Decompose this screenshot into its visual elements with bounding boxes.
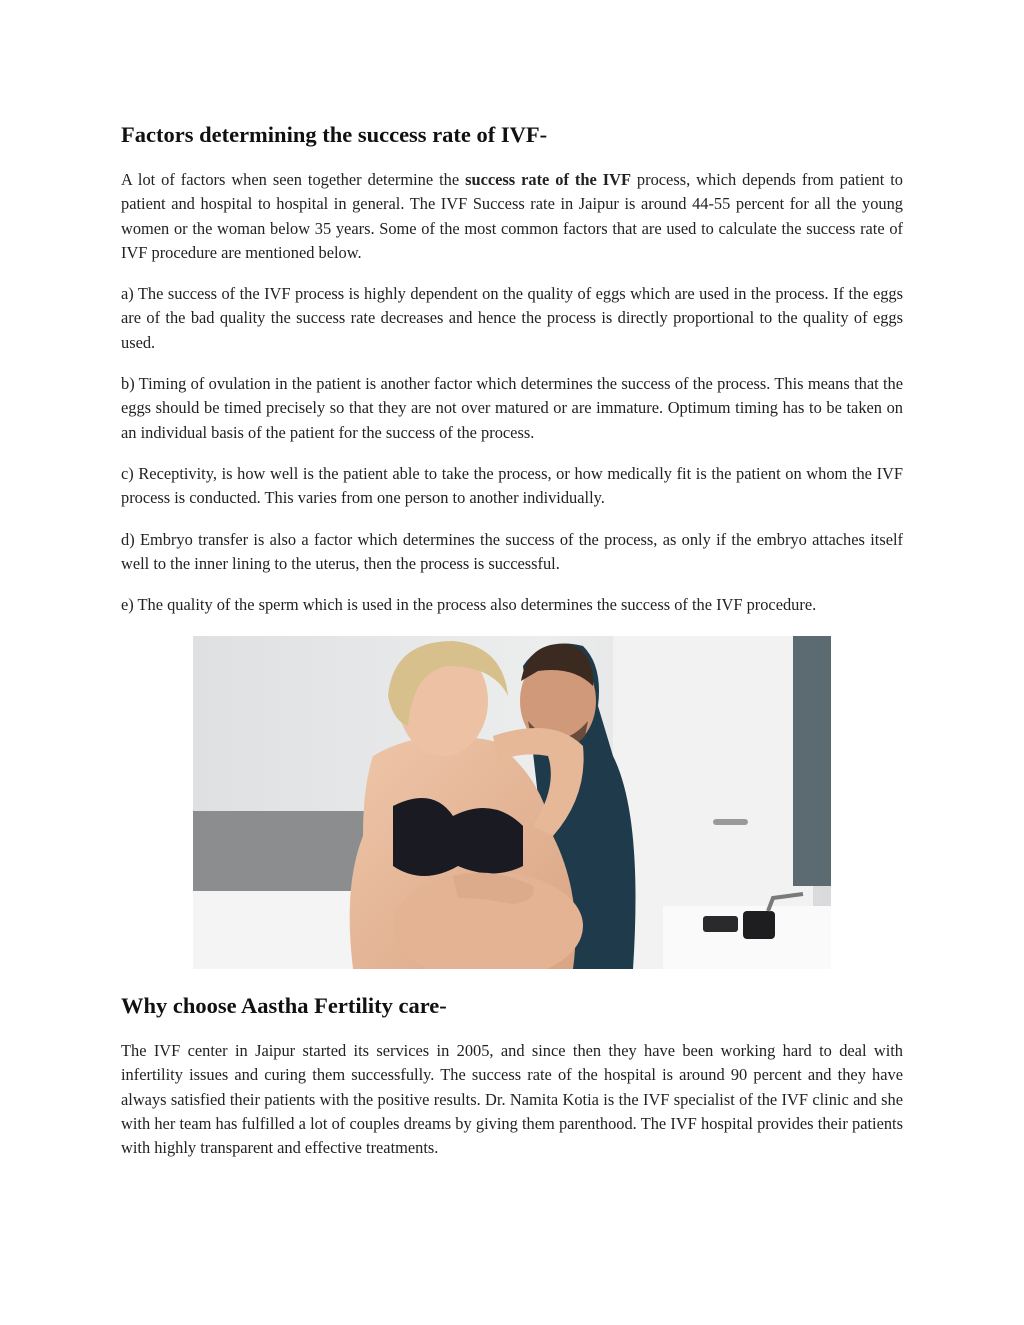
why-choose-paragraph: The IVF center in Jaipur started its services in 2005, and since then they have been working hard to deal with infertility issues and curing them successfully. The success rate of the hospital is around 90 percent and they have always satisfied their patients with the positive results. Dr. Namita Kotia is the IVF specialist of the IVF clinic and she with her team has fulfilled a lot of couples dreams by giving them parenthood. The IVF hospital provides their patients with highly transparent and effective treatments.	[121, 1041, 903, 1158]
factor-paragraph-c: c) Receptivity, is how well is the patient able to take the process, or how medically fit is the patient on whom the IVF process is conducted. This varies from one person to another individually.	[121, 463, 903, 508]
factor-paragraph-a: a) The success of the IVF process is highly dependent on the quality of eggs which are used in the process. If the eggs are of the bad quality the success rate decreases and hence the process is directly proportional to the quality of eggs used.	[121, 284, 903, 352]
intro-text-before: A lot of factors when seen together determine the	[121, 170, 466, 189]
photo-illustration	[193, 636, 831, 969]
factor-paragraph-d: d) Embryo transfer is also a factor which determines the success of the process, as only if the embryo attaches itself well to the inner lining to the uterus, then the process is successful.	[121, 529, 903, 573]
intro-text-after: process, which depends from patient to patient and hospital to hospital in general. The IVF Success rate in Jaipur is around 44-55 percent for all the young women or the woman below 35 years. Some of the most common factors that are used to calculate the success rate of IVF procedure are mentioned below.	[121, 170, 904, 262]
section-why-choose	[121, 992, 903, 1160]
intro-paragraph	[121, 168, 903, 265]
intro-bold-phrase: success rate of the IVF	[465, 170, 631, 189]
soap-dish	[703, 916, 738, 932]
cup	[743, 911, 775, 939]
door-handle	[713, 819, 748, 825]
pregnant-couple-photo	[193, 636, 831, 969]
section-success-factors	[121, 121, 903, 617]
factor-paragraph-e: e) The quality of the sperm which is used in the process also determines the success of the IVF procedure.	[121, 595, 817, 615]
section-heading: Factors determining the success rate of IVF-	[121, 122, 548, 147]
section-heading: Why choose Aastha Fertility care-	[121, 993, 447, 1018]
factor-paragraph-b: b) Timing of ovulation in the patient is another factor which determines the success of the process. This means that the eggs should be timed precisely so that they are not over matured or are immature. Optimum timing has to be taken on an individual basis of the patient for the success of the process.	[121, 374, 903, 442]
mirror-edge	[793, 636, 831, 886]
